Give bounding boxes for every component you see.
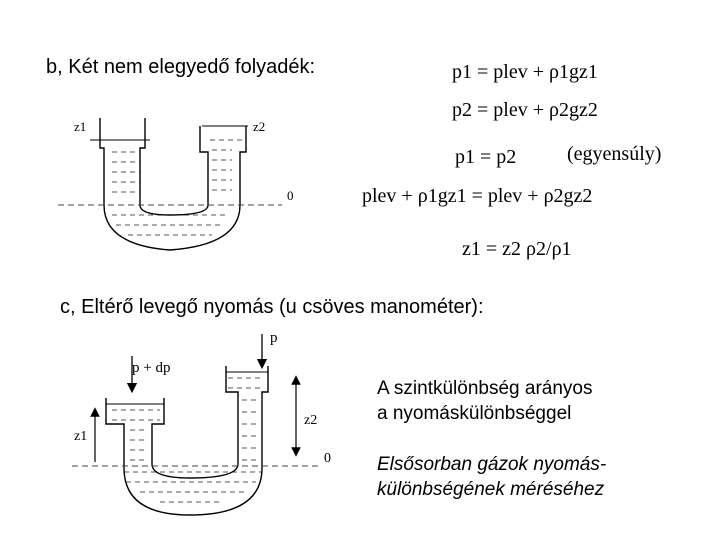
u-tube-inner-wall — [140, 118, 208, 215]
zero-label: 0 — [287, 188, 294, 203]
equilibrium-note: (egyensúly) — [567, 143, 662, 165]
proportionality-line-1: A szintkülönbség arányos — [377, 378, 593, 399]
liquid-2-hatching — [210, 140, 244, 190]
zero-label-c: 0 — [324, 451, 331, 466]
p-plus-dp-label: p + dp — [132, 360, 171, 376]
usage-note-line-1: Elsősorban gázok nyomás- — [377, 454, 607, 475]
proportionality-line-2: a nyomáskülönbséggel — [377, 403, 572, 424]
equation-p2: p2 = plev + ρ2gz2 — [452, 99, 598, 121]
equation-balance: plev + ρ1gz1 = plev + ρ2gz2 — [362, 185, 593, 207]
u-tube-manometer-diagram — [72, 330, 331, 515]
z2-label: z2 — [253, 119, 266, 134]
section-c-heading: c, Eltérő levegő nyomás (u csöves manométer): — [60, 296, 484, 318]
section-b-heading: b, Két nem elegyedő folyadék: — [46, 56, 316, 78]
u-tube-outer-wall — [100, 118, 246, 250]
usage-note-line-2: különbségének méréséhez — [377, 479, 605, 500]
liquid-1-hatching — [112, 152, 228, 235]
z1-label-c: z1 — [74, 429, 88, 444]
p-label: p — [270, 330, 278, 346]
equation-equilibrium: p1 = p2 — [455, 146, 517, 168]
equation-p1: p1 = plev + ρ1gz1 — [452, 61, 598, 83]
u-tube-two-liquids-diagram — [58, 118, 294, 250]
manometer-inner-wall — [152, 366, 238, 478]
equation-z-ratio: z1 = z2 ρ2/ρ1 — [462, 238, 572, 260]
z1-label: z1 — [74, 119, 87, 134]
manometer-liquid-hatching — [112, 378, 262, 502]
equations-block — [362, 61, 661, 260]
z2-label-c: z2 — [304, 413, 318, 428]
